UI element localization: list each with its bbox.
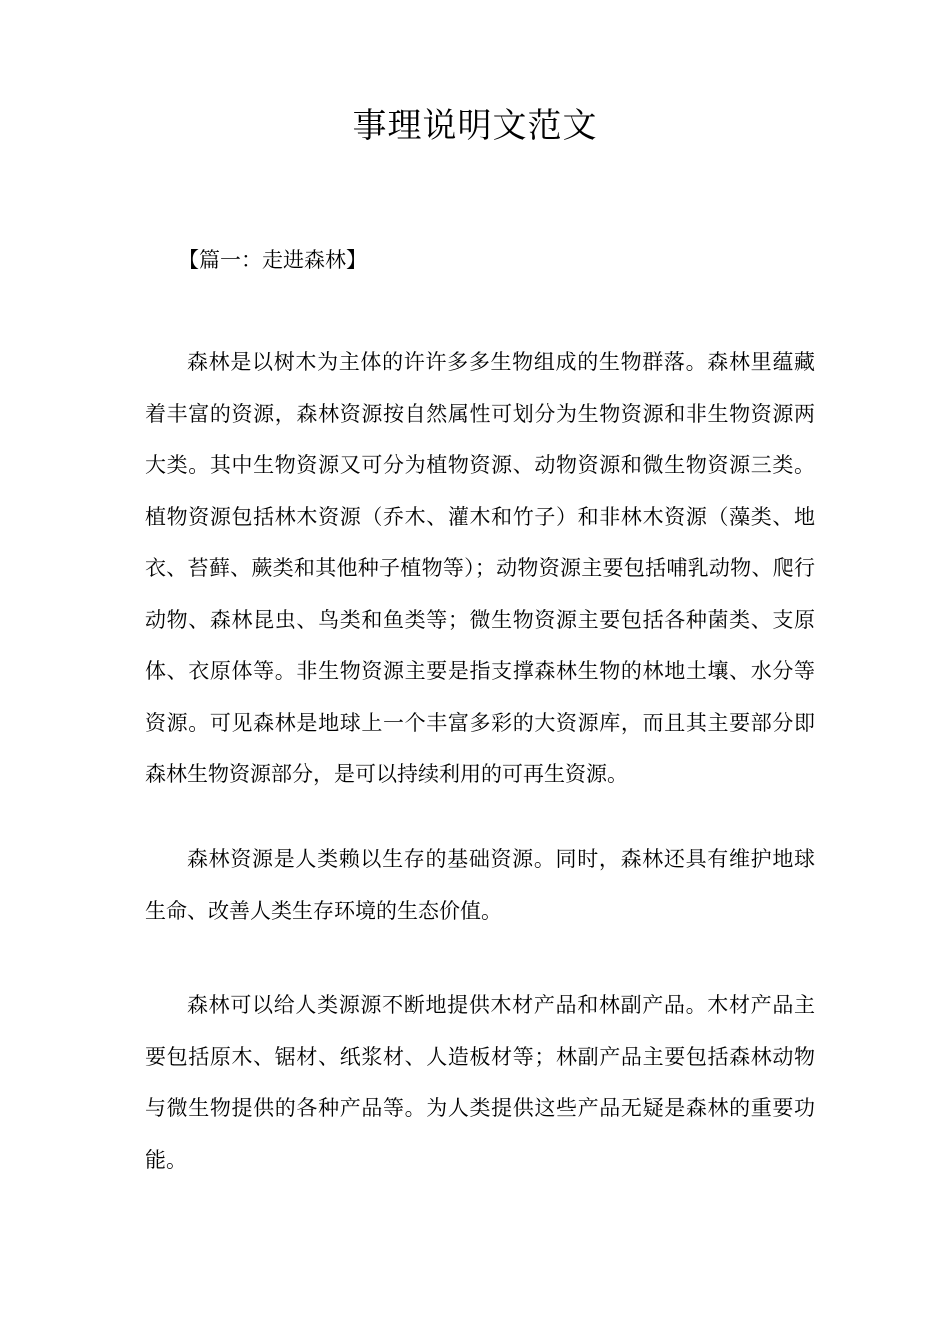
paragraph-1: 森林是以树木为主体的许许多多生物组成的生物群落。森林里蕴藏着丰富的资源，森林资源按自然属性可划分为生物资源和非生物资源两大类。其中生物资源又可分为植物资源、动物资源和微生物资源三类。植物资源包括林木资源（乔木、灌木和竹子）和非林木资源（藻类、地衣、苔藓、蕨类和其他种子植物等）；动物资源主要包括哺乳动物、爬行动物、森林昆虫、鸟类和鱼类等；微生物资源主要包括各种菌类、支原体、衣原体等。非生物资源主要是指支撑森林生物的林地土壤、水分等资源。可见森林是地球上一个丰富多彩的大资源库，而且其主要部分即森林生物资源部分，是可以持续利用的可再生资源。	[145, 350, 815, 786]
paragraph-3: 森林可以给人类源源不断地提供木材产品和林副产品。木材产品主要包括原木、锯材、纸浆材、人造板材等；林副产品主要包括森林动物与微生物提供的各种产品等。为人类提供这些产品无疑是森林的重要功能。	[145, 993, 815, 1172]
document-title: 事理说明文范文	[352, 106, 598, 146]
section-heading: 【篇一：走进森林】	[178, 248, 367, 272]
paragraph-2: 森林资源是人类赖以生存的基础资源。同时，森林还具有维护地球生命、改善人类生存环境的生态价值。	[145, 847, 815, 923]
